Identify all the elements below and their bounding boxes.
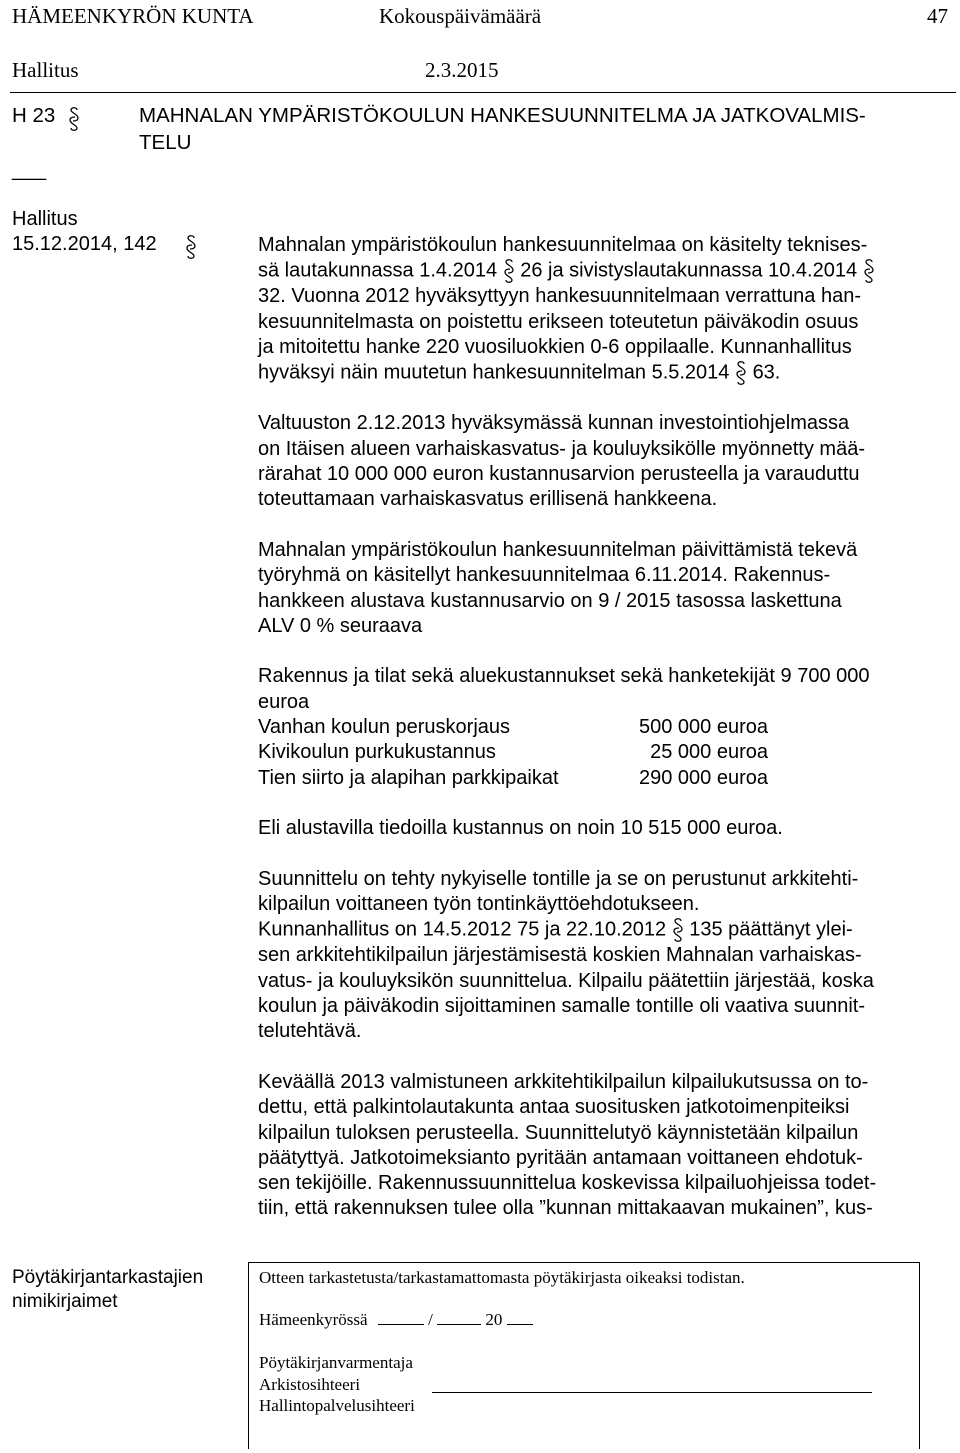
paragraph-line: ja mitoitettu hanke 220 vuosiluokkien 0-6 oppilaalle. Kunnanhallitus <box>258 335 852 358</box>
paragraph-line: on Itäisen alueen varhaiskasvatus- ja kouluyksikölle myönnetty mää- <box>258 437 865 460</box>
section-sign-icon <box>735 360 747 386</box>
paragraph-line: 32. Vuonna 2012 hyväksyttyyn hankesuunnitelmaan verrattuna han- <box>258 285 861 308</box>
paragraph-line: koulun ja päiväkodin sijoittaminen samalle tontille oli vaativa suunnit- <box>258 995 866 1018</box>
paragraph-line: Kunnanhallitus on 14.5.2012 75 ja 22.10.2012 135 päättänyt ylei- <box>258 917 948 943</box>
paragraph-line: sen arkkitehtikilpailun järjestämisestä koskien Mahnalan varhaiskas- <box>258 944 862 967</box>
paragraph-line: tiin, että rakennuksen tulee olla ”kunnan mittakaavan mukainen”, kus- <box>258 1197 873 1220</box>
paragraph-line: Mahnalan ympäristökoulun hankesuunnitelmaa on käsitelty teknises- <box>258 234 868 256</box>
section-sign-icon <box>503 258 515 284</box>
paragraph-line: kilpailun tuloksen perusteella. Suunnittelutyö käynnistetään kilpailun <box>258 1121 859 1144</box>
section-sign-icon <box>863 258 875 284</box>
paragraph-line: Eli alustavilla tiedoilla kustannus on noin 10 515 000 euroa. <box>258 817 783 840</box>
date-slash: / <box>428 1310 433 1329</box>
footer-label-line1: Pöytäkirjantarkastajien <box>12 1267 204 1288</box>
header-body: Hallitus <box>12 58 79 82</box>
year-blank[interactable] <box>507 1323 533 1325</box>
year-prefix: 20 <box>485 1310 503 1329</box>
paragraph-line: Keväällä 2013 valmistuneen arkkitehtikilpailun kilpailukutsussa on to- <box>258 1070 869 1093</box>
paragraph-line: rärahat 10 000 000 euron kustannusarvion perusteella ja varauduttu <box>258 463 860 486</box>
cost-amount: 25 000 euroa <box>650 741 768 764</box>
cost-label: Tien siirto ja alapihan parkkipaikat <box>258 766 559 789</box>
place-name: Hämeenkyrössä <box>259 1310 368 1329</box>
paragraph-line: päätyttyä. Jatkotoimeksianto pyritään antamaan voittaneen ehdotuk- <box>258 1146 863 1169</box>
certification-text: Otteen tarkastetusta/tarkastamattomasta pöytäkirjasta oikeaksi todistan. <box>259 1268 745 1287</box>
header-rule <box>10 92 956 93</box>
paragraph-line: hyväksyi näin muutetun hankesuunnitelman 5.5.2014 63. <box>258 360 948 386</box>
section-sign-icon <box>185 234 197 260</box>
certification-place-line <box>259 1310 533 1330</box>
table-row <box>258 740 768 765</box>
section-sign-icon <box>68 106 80 132</box>
paragraph-line: euroa <box>258 690 310 713</box>
meeting-date-label: Kokouspäivämäärä <box>379 4 542 28</box>
item-title-line1: MAHNALAN YMPÄRISTÖKOULUN HANKESUUNNITELMA JA JATKOVALMIS- <box>139 104 866 127</box>
signer-role-2: Arkistosihteeri <box>259 1375 361 1394</box>
paragraph-line: telutehtävä. <box>258 1020 362 1043</box>
signer-role-1: Pöytäkirjanvarmentaja <box>259 1353 413 1372</box>
cost-label: Kivikoulun purkukustannus <box>258 741 496 764</box>
cost-table <box>258 715 768 791</box>
item-title-line2: TELU <box>139 131 192 154</box>
item-body <box>258 233 948 1222</box>
paragraph-line: sen tekijöille. Rakennussuunnittelua koskevissa kilpailuohjeissa todet- <box>258 1172 877 1195</box>
paragraph-line: dettu, että palkintolautakunta antaa suositusken jatkotoimenpiteiksi <box>258 1096 850 1119</box>
header-date: 2.3.2015 <box>425 58 499 82</box>
day-blank[interactable] <box>378 1323 424 1325</box>
paragraph-line: työryhmä on käsitellyt hankesuunnitelmaa 6.11.2014. Rakennus- <box>258 564 831 587</box>
title-underline: ___ <box>12 158 47 181</box>
footer-label-line2: nimikirjaimet <box>12 1291 118 1312</box>
section-sign-icon <box>672 917 684 943</box>
previous-body: Hallitus <box>12 208 78 230</box>
paragraph-line: Valtuuston 2.12.2013 hyväksymässä kunnan investointiohjelmassa <box>258 412 850 435</box>
municipality-name: HÄMEENKYRÖN KUNTA <box>12 4 254 28</box>
previous-ref: 15.12.2014, 142 <box>12 233 157 255</box>
table-row <box>258 715 768 740</box>
page-number: 47 <box>927 4 948 28</box>
signer-role-3: Hallintopalvelusihteeri <box>259 1396 415 1415</box>
paragraph-line: vatus- ja kouluyksikön suunnittelua. Kilpailu päätettiin järjestää, koska <box>258 969 874 992</box>
item-code: H 23 <box>12 104 56 127</box>
paragraph-line: Rakennus ja tilat sekä aluekustannukset sekä hanketekijät 9 700 000 <box>258 665 870 688</box>
month-blank[interactable] <box>437 1323 481 1325</box>
paragraph-line: Mahnalan ympäristökoulun hankesuunnitelman päivittämistä tekevä <box>258 538 858 561</box>
cost-label: Vanhan koulun peruskorjaus <box>258 716 511 739</box>
paragraph-line: toteuttamaan varhaiskasvatus erillisenä hankkeena. <box>258 488 718 511</box>
paragraph-line: Suunnittelu on tehty nykyiselle tontille ja se on perustunut arkkitehti- <box>258 867 859 890</box>
paragraph-line: sä lautakunnassa 1.4.2014 26 ja sivistyslautakunnassa 10.4.2014 <box>258 258 948 284</box>
paragraph-line: kesuunnitelmasta on poistettu erikseen toteutetun päiväkodin osuus <box>258 310 859 333</box>
cost-amount: 290 000 euroa <box>638 766 768 789</box>
paragraph-line: kilpailun voittaneen työn tontinkäyttöehdotukseen. <box>258 893 700 916</box>
signature-line[interactable] <box>432 1392 872 1393</box>
table-row <box>258 766 768 791</box>
cost-amount: 500 000 euroa <box>638 716 768 739</box>
paragraph-line: ALV 0 % seuraava <box>258 614 423 637</box>
paragraph-line: hankkeen alustava kustannusarvio on 9 / 2015 tasossa laskettuna <box>258 589 842 612</box>
